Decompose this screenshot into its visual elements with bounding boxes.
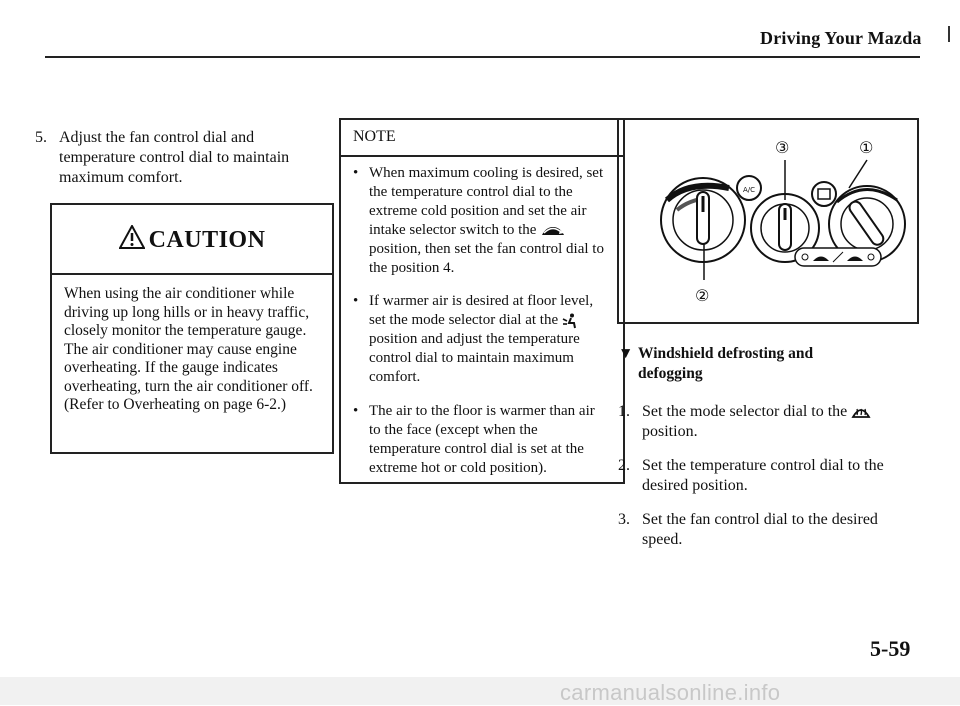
note-bullet-1-text: [369, 164, 607, 278]
corner-mark: [948, 26, 950, 42]
section-heading: [618, 344, 918, 386]
caution-box: [50, 203, 334, 454]
floor-mode-icon: [562, 313, 580, 329]
step-3-number: 3.: [618, 511, 630, 528]
note-bullet-2-text-b: position and adjust the temperature control dial to maintain maximum comfort.: [369, 331, 580, 385]
footer-watermark: carmanualsonline.info: [560, 680, 781, 705]
note-bullet-1-text-a: When maximum cooling is desired, set the temperature control dial to the extreme cold position and set the air intake selector switch to the: [369, 165, 604, 238]
note-bullet-1: [353, 164, 604, 276]
callout-1: ①: [859, 138, 874, 157]
header-rule: [45, 56, 920, 58]
bullet-dot: •: [353, 293, 359, 309]
step-1-text-b: position.: [642, 423, 698, 440]
svg-text:A/C: A/C: [742, 186, 756, 194]
page-number: 5-59: [870, 636, 911, 661]
footer-bar: [0, 677, 960, 705]
recirculation-icon: [540, 225, 566, 237]
note-bullet-3-text: The air to the floor is warmer than air to the face (except when the temperature control dial is set at the extreme hot or cold position).: [369, 403, 595, 476]
callout-2: ②: [695, 286, 710, 305]
step-3: [618, 510, 918, 550]
warning-triangle-icon: [119, 225, 145, 249]
step-5-text: Adjust the fan control dial and temperature control dial to maintain maximum comfort.: [59, 129, 290, 186]
section-heading-text: Windshield defrosting and defogging: [638, 345, 814, 382]
step-2: [618, 456, 918, 496]
bullet-dot: •: [353, 165, 359, 181]
step-1: [618, 402, 918, 442]
step-5: [35, 128, 325, 190]
note-bullet-3: [353, 402, 603, 480]
step-1-text-a: Set the mode selector dial to the: [642, 403, 848, 420]
step-3-text: Set the fan control dial to the desired speed.: [642, 511, 878, 548]
ac-button: [737, 176, 761, 200]
section-marker-icon: ▼: [618, 345, 634, 362]
note-box: [339, 118, 625, 484]
caution-divider: [52, 273, 332, 275]
note-heading: NOTE: [353, 128, 396, 145]
note-bullet-1-text-b: position, then set the fan control dial to the position 4.: [369, 241, 604, 276]
step-1-text: [642, 402, 912, 442]
note-bullet-2-text: [369, 292, 607, 387]
temperature-dial: [661, 178, 745, 262]
callout-3: ③: [775, 138, 790, 157]
control-panel-figure: [617, 118, 919, 324]
rear-defrost-button: [812, 182, 836, 206]
caution-title-text: CAUTION: [148, 227, 266, 253]
step-5-number: 5.: [35, 129, 47, 146]
step-2-text: Set the temperature control dial to the desired position.: [642, 457, 884, 494]
caution-body-text: When using the air conditioner while driving up long hills or in heavy traffic, closely monitor the temperature gauge. The air conditioner may cause engine overheating. If the gauge indicates overheating, turn the air conditioner off. (Refer to Overheating on page 6-2.): [64, 285, 313, 413]
caution-heading: [52, 225, 332, 254]
page-header-title: Driving Your Mazda: [760, 28, 922, 48]
defrost-icon: [851, 405, 871, 419]
step-2-number: 2.: [618, 457, 630, 474]
note-bullet-2: [353, 292, 603, 388]
note-bullet-2-text-a: If warmer air is desired at floor level, set the mode selector dial at the: [369, 293, 594, 328]
bullet-dot: •: [353, 403, 359, 419]
step-1-number: 1.: [618, 403, 630, 420]
note-divider: [341, 155, 623, 157]
air-intake-selector: [795, 248, 881, 266]
